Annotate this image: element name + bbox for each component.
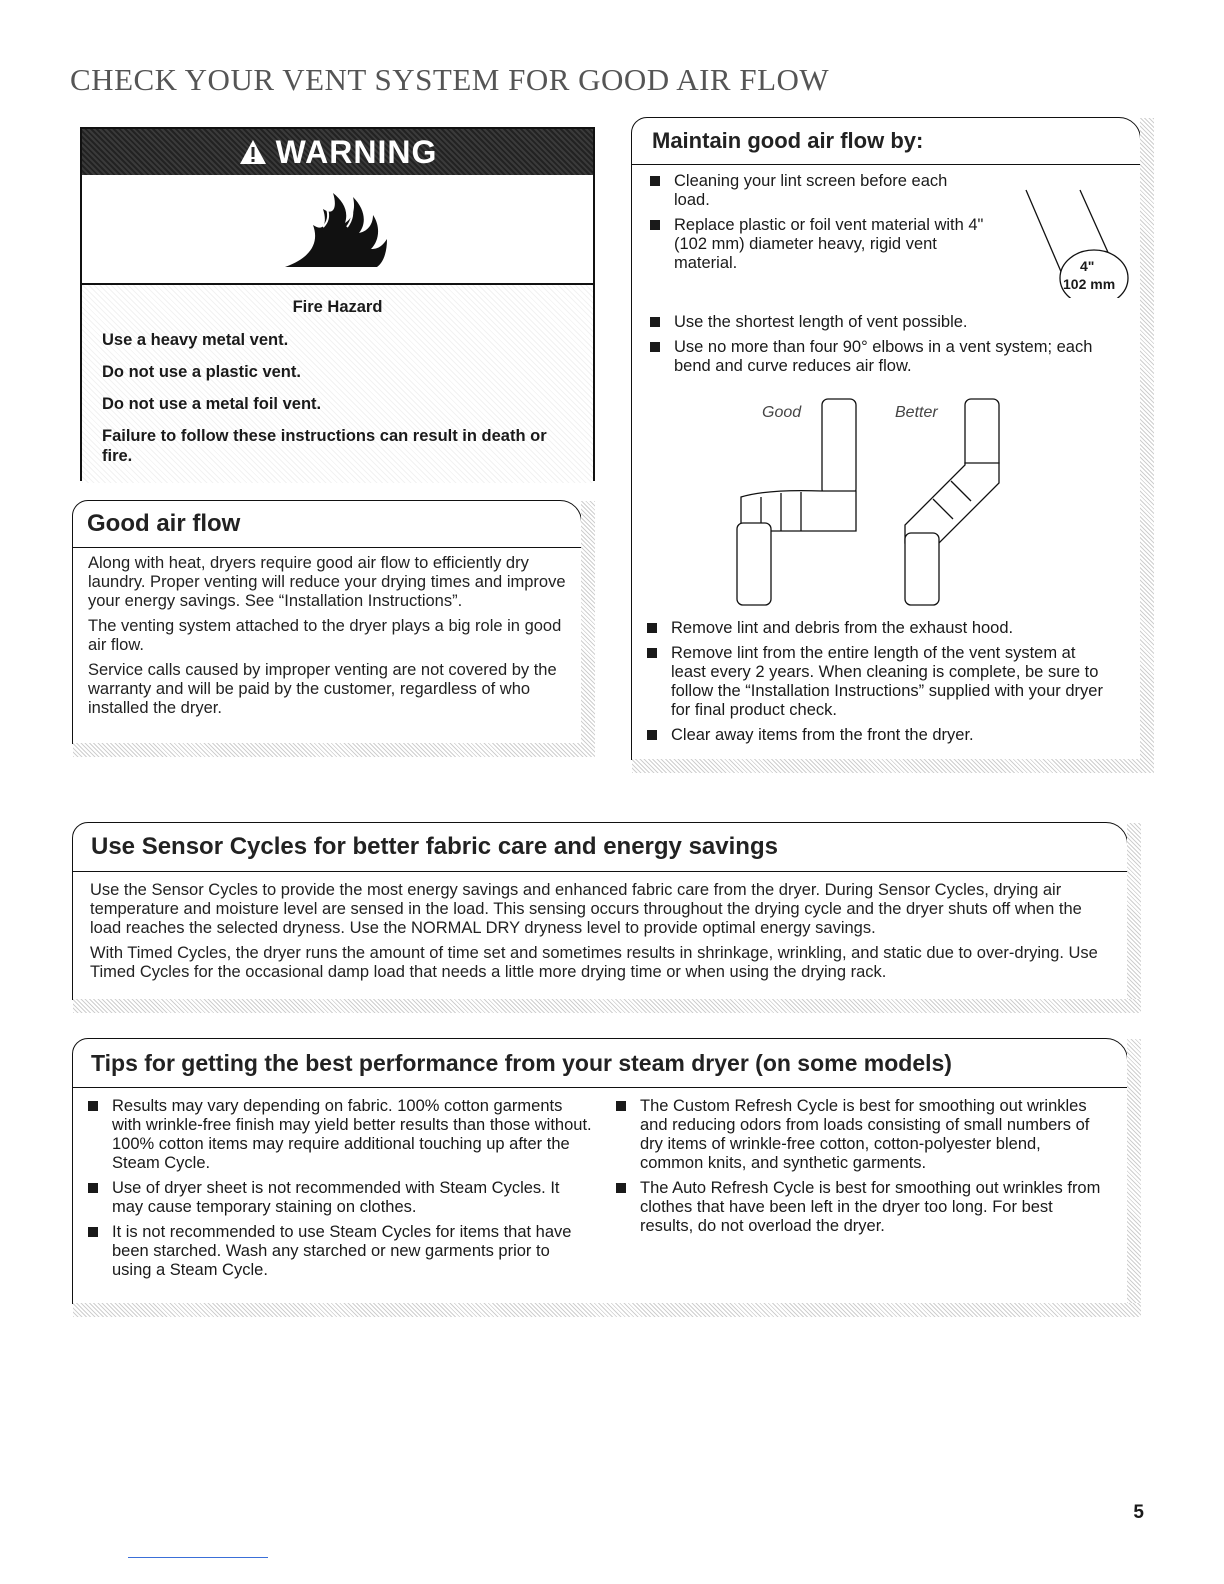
warning-header [82,129,593,175]
warning-line: Use a heavy metal vent. [102,331,289,349]
list-item: The Custom Refresh Cycle is best for smoothing out wrinkles and reducing odors from loads consisting of small numbers of dry items of wrinkle-free cotton, cotton-polyester blend, common knits, and synthetic garments. [613,1097,1108,1173]
list-item: The Auto Refresh Cycle is best for smoothing out wrinkles from clothes that have been left in the dryer too long. For best results, do not overload the dryer. [613,1179,1108,1236]
maintain-bullets-mid [647,313,1107,382]
list-item: Results may vary depending on fabric. 100% cotton garments with wrinkle-free finish may yield better results than those without. 100% cotton items may require additional touching up after the Steam Cycle. [85,1097,593,1173]
page-number: 5 [1133,1502,1144,1523]
steam-tips-right [613,1097,1108,1242]
sensor-paragraph: Use the Sensor Cycles to provide the most energy savings and enhanced fabric care from the dryer. During Sensor Cycles, drying air temperature and moisture level are sensed in the load. This sensing occurs throughout the drying cycle and the dryer shuts off when the load reaches the selected dryness. Use the NORMAL DRY dryness level to provide optimal energy savings. [90,881,1082,937]
good-air-flow-paragraph: The venting system attached to the dryer plays a big role in good air flow. [88,617,562,654]
footer-rule [128,1557,268,1558]
steam-tips-left [85,1097,593,1286]
good-air-flow-paragraph: Along with heat, dryers require good air flow to efficiently dry laundry. Proper venting will reduce your drying times and improve your energy savings. See “Installation Instructions”. [88,554,566,610]
maintain-air-flow-box [631,117,1141,760]
good-air-flow-title: Good air flow [73,501,581,548]
list-item: Cleaning your lint screen before each load. [647,172,987,210]
list-item: It is not recommended to use Steam Cycles for items that have been starched. Wash any starched or new garments prior to using a Steam Cycle. [85,1223,593,1280]
warning-line: Do not use a plastic vent. [102,363,301,381]
vent-elbow-illustration [727,393,1017,613]
diameter-label-inches: 4" [1080,258,1095,274]
list-item: Use the shortest length of vent possible. [647,313,1107,332]
warning-line: Do not use a metal foil vent. [102,395,322,413]
fire-icon [283,187,393,271]
list-item: Clear away items from the front the dryer. [644,726,1114,745]
maintain-air-flow-title: Maintain good air flow by: [632,118,1140,165]
list-item: Replace plastic or foil vent material with 4" (102 mm) diameter heavy, rigid vent material. [647,216,987,273]
warning-triangle-icon [238,138,268,166]
sensor-paragraph: With Timed Cycles, the dryer runs the amount of time set and sometimes results in shrinkage, wrinkling, and static due to over-drying. Use Timed Cycles for the occasional damp load that needs a little more drying time or when using the drying rack. [90,944,1098,981]
page-title: CHECK YOUR VENT SYSTEM FOR GOOD AIR FLOW [70,62,830,97]
list-item: Remove lint from the entire length of the vent system at least every 2 years. When cleaning is complete, be sure to follow the “Installation Instructions” supplied with your dryer for final product check. [644,644,1114,720]
warning-line: Failure to follow these instructions can result in death or fire. [102,427,547,465]
diameter-label-mm: 102 mm [1063,276,1116,292]
good-label: Good [762,404,802,421]
list-item: Remove lint and debris from the exhaust hood. [644,619,1114,638]
list-item: Use no more than four 90° elbows in a vent system; each bend and curve reduces air flow. [647,338,1107,376]
warning-label: WARNING [275,133,438,170]
sensor-cycles-title: Use Sensor Cycles for better fabric care and energy savings [73,823,1127,872]
maintain-bullets-bottom [644,619,1114,751]
warning-box [80,127,595,481]
steam-tips-box [72,1038,1128,1304]
steam-tips-title: Tips for getting the best performance from your steam dryer (on some models) [73,1039,1127,1088]
warning-hazard: Fire Hazard [292,298,383,316]
sensor-cycles-box [72,822,1128,1000]
fire-icon-area [82,175,593,285]
good-air-flow-box [72,500,582,744]
better-label: Better [895,404,938,421]
list-item: Use of dryer sheet is not recommended with Steam Cycles. It may cause temporary staining on clothes. [85,1179,593,1217]
maintain-bullets-top [647,172,987,279]
warning-body [82,285,593,483]
good-air-flow-paragraph: Service calls caused by improper venting are not covered by the warranty and will be paid by the customer, regardless of who installed the dryer. [88,661,557,717]
